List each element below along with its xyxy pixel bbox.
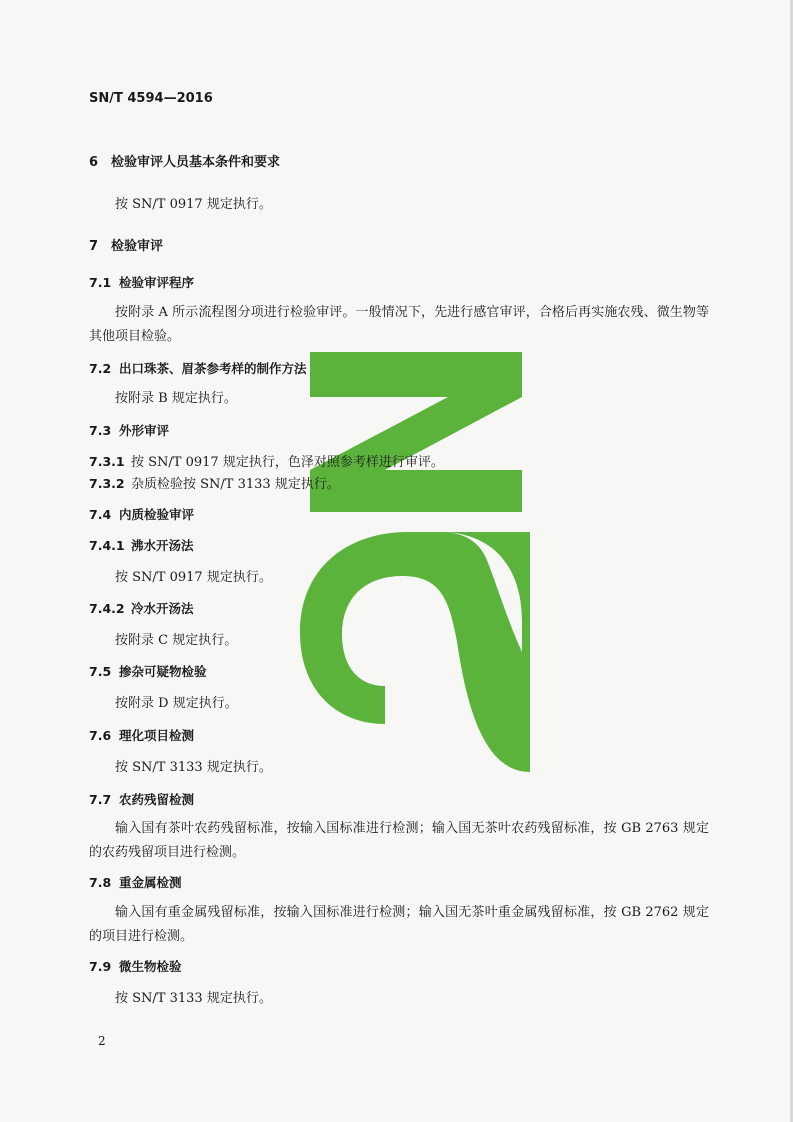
section-7-2-body: 按附录 B 规定执行。 — [115, 391, 237, 406]
section-number: 7.4.2 — [89, 601, 125, 616]
section-7-8-heading — [89, 873, 182, 891]
section-6-body: 按 SN/T 0917 规定执行。 — [115, 197, 272, 212]
section-7-4-heading — [89, 505, 194, 523]
section-title: 出口珠茶、眉茶参考样的制作方法 — [119, 361, 307, 376]
section-number: 7.4 — [89, 507, 112, 522]
section-7-1-body: 按附录 A 所示流程图分项进行检验审评。一般情况下，先进行感官审评，合格后再实施农残、微生物等其他项目检验。 — [89, 305, 709, 344]
section-number: 6 — [89, 155, 99, 170]
section-7-heading — [89, 235, 163, 254]
section-7-4-1-heading — [89, 536, 194, 554]
section-7-8-body: 输入国有重金属残留标准，按输入国标准进行检测；输入国无茶叶重金属残留标准，按 GB 2762 规定的项目进行检测。 — [89, 905, 709, 944]
section-body: 杂质检验按 SN/T 3133 规定执行。 — [131, 477, 340, 492]
section-7-4-2-heading — [89, 599, 194, 617]
section-body: 按 SN/T 0917 规定执行，色泽对照参考样进行审评。 — [131, 455, 444, 470]
section-7-4-2-body: 按附录 C 规定执行。 — [115, 633, 238, 648]
section-title: 理化项目检测 — [119, 728, 195, 743]
section-7-1-heading — [89, 273, 194, 291]
section-number: 7.4.1 — [89, 538, 125, 553]
document-header-id: SN/T 4594—2016 — [89, 91, 213, 106]
section-7-5-heading — [89, 662, 207, 680]
section-7-7-body: 输入国有茶叶农药残留标准，按输入国标准进行检测；输入国无茶叶农药残留标准，按 GB 2763 规定的农药残留项目进行检测。 — [89, 821, 709, 860]
section-number: 7.9 — [89, 959, 112, 974]
section-7-7-heading — [89, 790, 194, 808]
section-title: 外形审评 — [119, 423, 170, 438]
section-7-3-2 — [89, 473, 340, 492]
section-number: 7.6 — [89, 728, 112, 743]
section-7-9-heading — [89, 957, 182, 975]
sn-logo-glyphs — [300, 352, 530, 772]
section-7-9-body: 按 SN/T 3133 规定执行。 — [115, 991, 272, 1006]
section-number: 7.8 — [89, 875, 112, 890]
section-title: 检验审评人员基本条件和要求 — [111, 155, 281, 170]
section-title: 掺杂可疑物检验 — [119, 664, 207, 679]
section-number: 7.1 — [89, 275, 112, 290]
section-title: 沸水开汤法 — [131, 538, 194, 553]
section-title: 重金属检测 — [119, 875, 182, 890]
section-number: 7.3.1 — [89, 454, 125, 469]
section-number: 7.2 — [89, 361, 112, 376]
section-6-heading — [89, 151, 280, 170]
section-number: 7.7 — [89, 792, 112, 807]
section-title: 冷水开汤法 — [131, 601, 194, 616]
section-7-3-heading — [89, 421, 169, 439]
page-number: 2 — [98, 1034, 106, 1048]
section-7-4-1-body: 按 SN/T 0917 规定执行。 — [115, 570, 272, 585]
sn-logo-watermark — [290, 352, 530, 774]
section-title: 检验审评 — [111, 239, 164, 254]
section-7-6-body: 按 SN/T 3133 规定执行。 — [115, 760, 272, 775]
section-title: 农药残留检测 — [119, 792, 195, 807]
section-number: 7 — [89, 239, 99, 254]
section-7-3-1 — [89, 451, 444, 470]
section-title: 内质检验审评 — [119, 507, 195, 522]
section-number: 7.3.2 — [89, 476, 125, 491]
section-title: 检验审评程序 — [119, 275, 195, 290]
section-7-5-body: 按附录 D 规定执行。 — [115, 696, 238, 711]
section-number: 7.5 — [89, 664, 112, 679]
section-7-2-heading — [89, 359, 307, 377]
section-7-6-heading — [89, 726, 194, 744]
section-number: 7.3 — [89, 423, 112, 438]
section-title: 微生物检验 — [119, 959, 182, 974]
